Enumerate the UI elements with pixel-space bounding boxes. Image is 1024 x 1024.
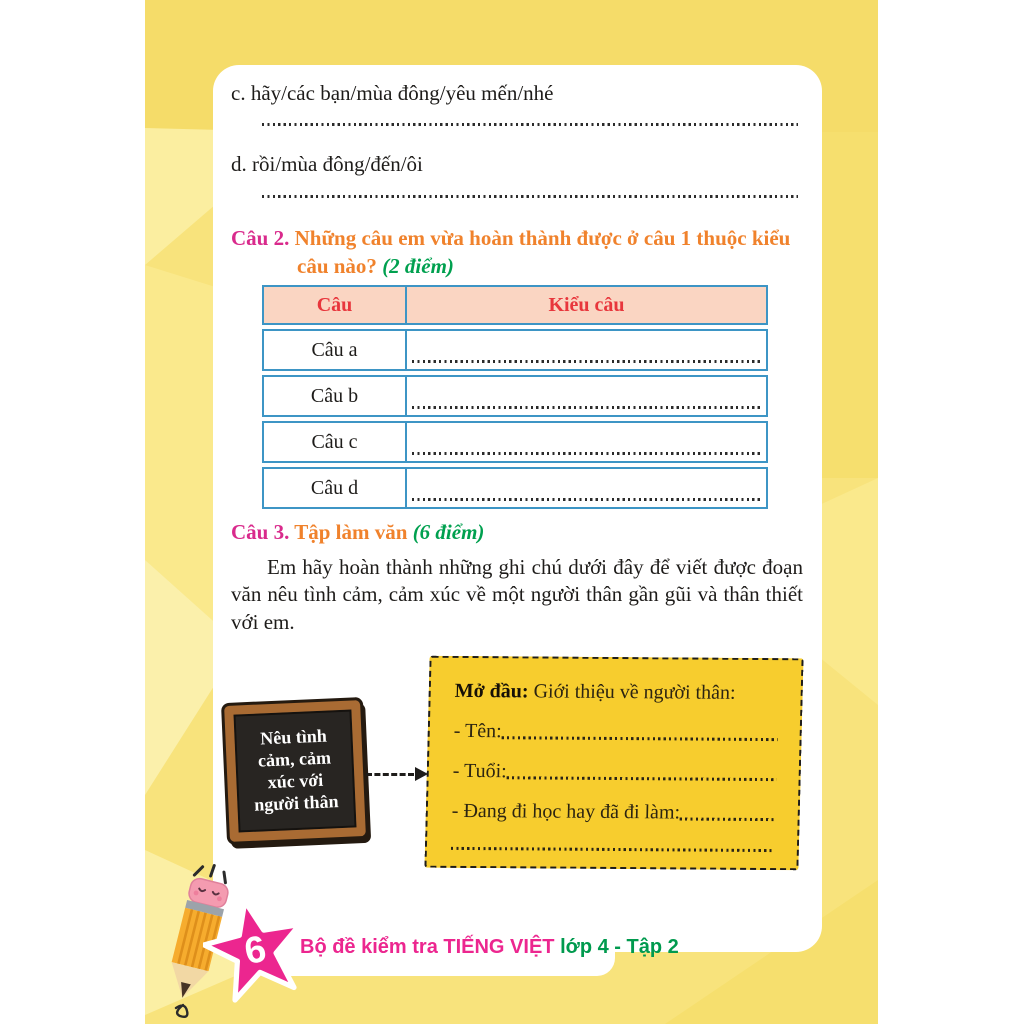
exercise-item-text: hãy/các bạn/mùa đông/yêu mến/nhé — [250, 81, 554, 105]
table-row — [262, 375, 768, 417]
question-2-points: (2 điểm) — [382, 253, 454, 278]
series-title-text: Bộ đề kiểm tra TIẾNG VIỆT — [300, 936, 555, 958]
note-field-age[interactable]: - Tuổi: — [452, 760, 777, 785]
instructions-paragraph: Em hãy hoàn thành những ghi chú dưới đây để viết được đoạn văn nêu tình cảm, cảm xúc về một người thân gần gũi và thân thiết với em. — [231, 555, 803, 634]
table-row — [262, 329, 768, 371]
note-field-occupation[interactable]: - Đang đi học hay đã đi làm: — [452, 800, 777, 825]
answer-blank-c[interactable] — [262, 123, 798, 126]
answer-blank-d[interactable] — [262, 195, 798, 198]
note-heading-bold: Mở đầu: — [454, 679, 529, 703]
note-blank-line[interactable] — [451, 847, 775, 856]
exercise-item-text: rồi/mùa đông/đến/ôi — [252, 152, 423, 176]
table-row-label: Câu c — [264, 423, 407, 461]
table-row — [262, 421, 768, 463]
page-number: 6 — [240, 926, 270, 973]
question-3-heading — [231, 519, 809, 547]
content-card — [213, 65, 822, 952]
exercise-item-label: c. — [231, 81, 246, 105]
question-2-heading — [231, 225, 809, 281]
dotted-fill — [451, 847, 775, 852]
page-number-star-badge — [203, 893, 307, 1005]
table-header-kieu-cau: Kiểu câu — [407, 287, 766, 323]
chalkboard-graphic — [224, 700, 366, 842]
question-3-points: (6 điểm) — [412, 520, 485, 544]
question-3-title: Tập làm văn — [294, 520, 408, 544]
exercise-item-c — [231, 81, 806, 106]
footer-series-title — [300, 936, 720, 959]
table-answer-cell[interactable] — [407, 331, 766, 369]
dotted-fill — [680, 817, 776, 821]
question-2-label: Câu 2. — [231, 226, 290, 250]
answer-table — [262, 285, 768, 513]
table-row-label: Câu d — [264, 469, 407, 507]
outline-note — [424, 656, 803, 871]
table-row — [262, 467, 768, 509]
table-row-label: Câu b — [264, 377, 407, 415]
dotted-fill — [502, 736, 778, 741]
series-volume-text: lớp 4 - Tập 2 — [554, 936, 679, 958]
table-answer-cell[interactable] — [407, 423, 766, 461]
arrow-right-icon — [366, 767, 428, 781]
dotted-fill — [507, 776, 777, 781]
exercise-item-d — [231, 152, 806, 177]
chalkboard-text: Nêu tình cảm, cảm xúc với người thân — [253, 725, 339, 815]
note-heading-rest: Giới thiệu về người thân: — [528, 680, 736, 704]
table-header-cau: Câu — [264, 287, 407, 323]
note-heading — [454, 680, 779, 705]
table-row-label: Câu a — [264, 331, 407, 369]
table-header-row — [262, 285, 768, 325]
note-field-name[interactable]: - Tên: — [453, 720, 778, 745]
question-3-label: Câu 3. — [231, 520, 290, 544]
book-page — [145, 0, 878, 1024]
question-2-title: Những câu em vừa hoàn thành được ở câu 1 thuộc kiểu câu nào? — [294, 226, 791, 278]
table-answer-cell[interactable] — [407, 377, 766, 415]
exercise-item-label: d. — [231, 152, 247, 176]
table-answer-cell[interactable] — [407, 469, 766, 507]
